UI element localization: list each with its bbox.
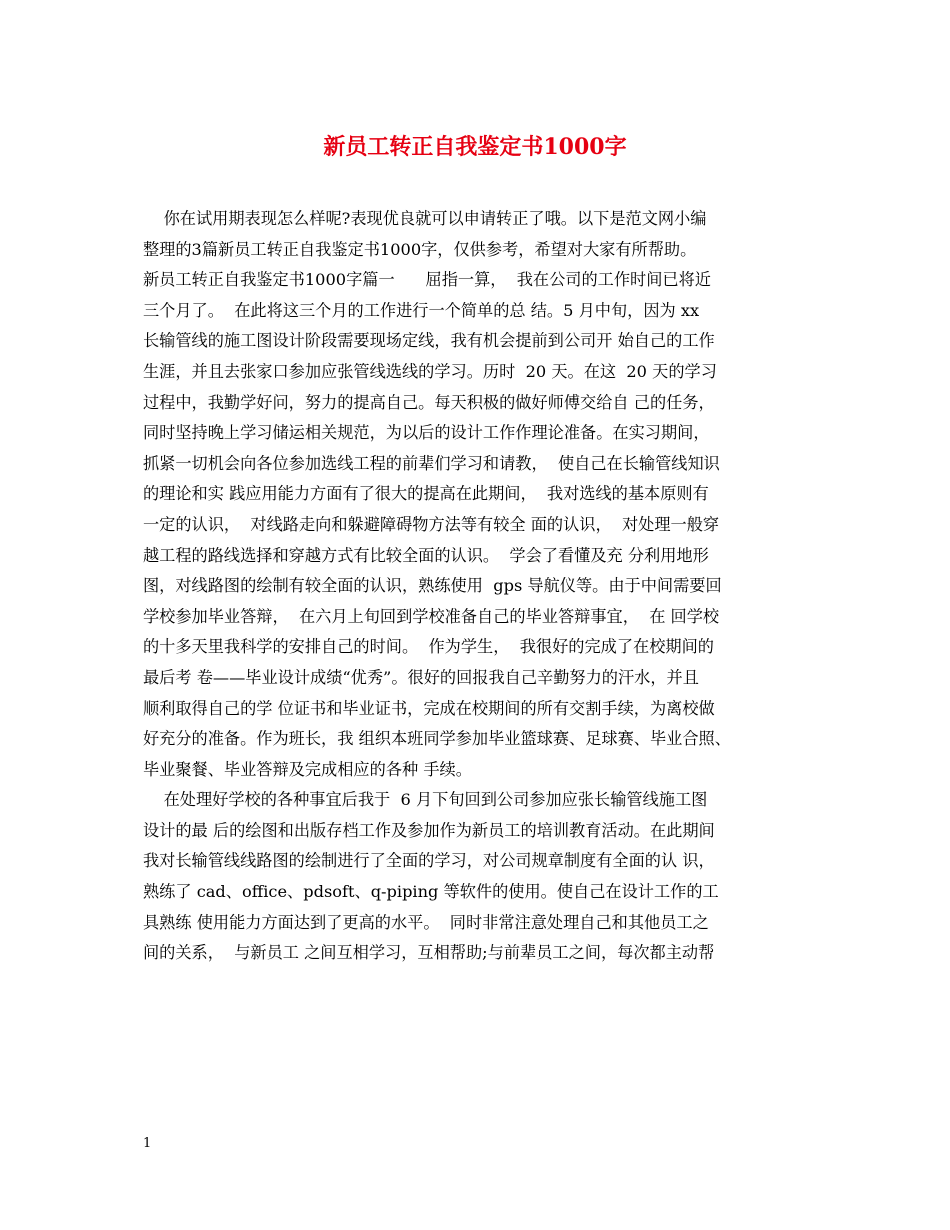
text-line: 好充分的准备。作为班长，我 组织本班同学参加毕业篮球赛、足球赛、毕业合照、 (143, 729, 731, 749)
document-title: 新员工转正自我鉴定书1000字 (323, 134, 627, 160)
text-line: 图，对线路图的绘制有较全面的认识，熟练使用 gps 导航仪等。由于中间需要回 (143, 576, 722, 596)
document-body (143, 204, 823, 969)
text-line: 同时坚持晚上学习储运相关规范，为以后的设计工作作理论准备。在实习期间， (143, 423, 710, 443)
text-line: 设计的最 后的绘图和出版存档工作及参加作为新员工的培训教育活动。在此期间 (143, 820, 715, 840)
text-line: 熟练了 cad、office、pdsoft、q-piping 等软件的使用。使自己在设计工作的工 (143, 882, 719, 902)
text-line: 毕业聚餐、毕业答辩及完成相应的各种 手续。 (143, 759, 472, 779)
text-line: 过程中，我勤学好问，努力的提高自己。每天积极的做好师傅交给自 己的任务， (143, 392, 715, 412)
text-line: 三个月了。 在此将这三个月的工作进行一个简单的总 结。5 月中旬，因为 xx (143, 300, 700, 320)
text-line: 的理论和实 践应用能力方面有了很大的提高在此期间， 我对选线的基本原则有 (143, 484, 709, 504)
text-line: 一定的认识， 对线路走向和躲避障碍物方法等有较全 面的认识， 对处理一般穿 (143, 514, 720, 534)
text-line: 长输管线的施工图设计阶段需要现场定线，我有机会提前到公司开 始自己的工作 (143, 331, 715, 351)
text-line: 我对长输管线线路图的绘制进行了全面的学习，对公司规章制度有全面的认 识， (143, 851, 715, 871)
text-line: 的十多天里我科学的安排自己的时间。 作为学生， 我很好的完成了在校期间的 (143, 637, 714, 657)
text-line: 新员工转正自我鉴定书1000字篇一 屈指一算， 我在公司的工作时间已将近 (143, 270, 711, 290)
text-line: 越工程的路线选择和穿越方式有比较全面的认识。 学会了看懂及充 分利用地形 (143, 545, 709, 565)
text-line: 顺利取得自己的学 位证书和毕业证书，完成在校期间的所有交割手续，为离校做 (143, 698, 715, 718)
page-number: 1 (143, 1136, 152, 1151)
text-line: 生涯，并且去张家口参加应张管线选线的学习。历时 20 天。在这 20 天的学习 (143, 361, 717, 381)
text-line: 学校参加毕业答辩， 在六月上旬回到学校准备自己的毕业答辩事宜， 在 回学校 (143, 606, 720, 626)
text-line: 整理的3篇新员工转正自我鉴定书1000字，仅供参考，希望对大家有所帮助。 (143, 239, 697, 259)
text-line: 在处理好学校的各种事宜后我于 6 月下旬回到公司参加应张长输管线施工图 (143, 790, 708, 810)
text-line: 具熟练 使用能力方面达到了更高的水平。 同时非常注意处理自己和其他员工之 (143, 912, 709, 932)
text-line: 间的关系， 与新员工 之间互相学习，互相帮助;与前辈员工之间，每次都主动帮 (143, 943, 715, 963)
text-line: 最后考 卷——毕业设计成绩“优秀”。很好的回报我自己辛勤努力的汗水，并且 (143, 667, 699, 687)
text-line: 你在试用期表现怎么样呢?表现优良就可以申请转正了哦。以下是范文网小编 (143, 209, 707, 228)
text-line: 抓紧一切机会向各位参加选线工程的前辈们学习和请教， 使自己在长输管线知识 (143, 453, 720, 473)
